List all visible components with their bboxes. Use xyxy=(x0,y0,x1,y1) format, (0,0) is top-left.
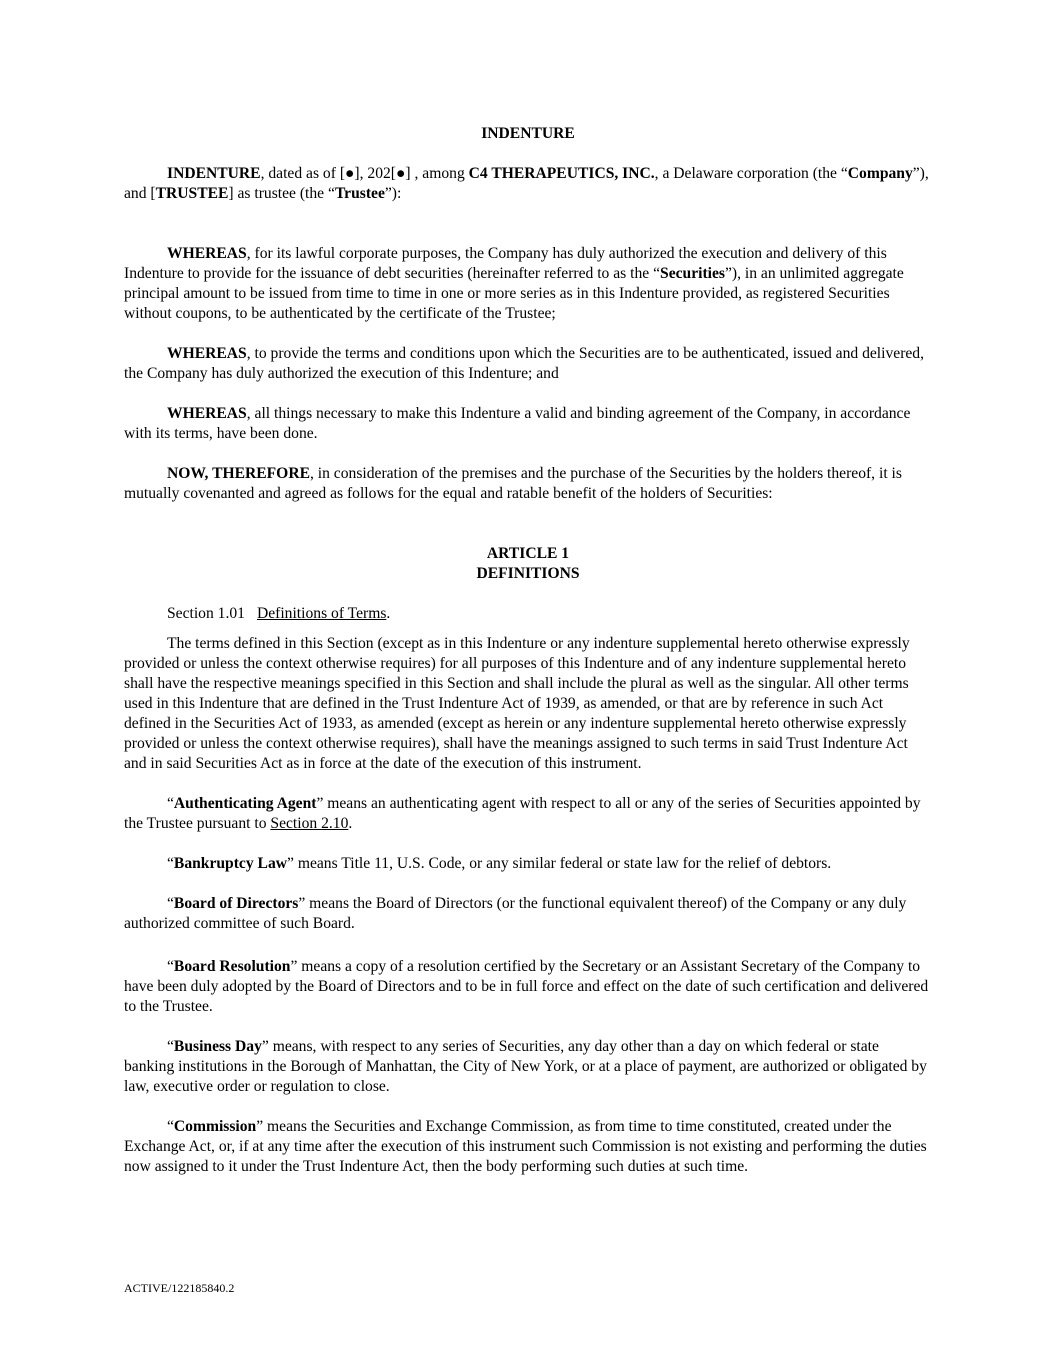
section-title-period: . xyxy=(386,605,391,622)
document-footer-id: ACTIVE/122185840.2 xyxy=(124,1281,235,1295)
document-title: INDENTURE xyxy=(481,125,575,142)
section-heading xyxy=(124,604,932,624)
trustee-term: Trustee xyxy=(334,185,385,202)
definition-text: ” means a copy of a resolution certified by the Secretary or an Assistant Secretary of the Company to have been duly adopted by the Board of Directors and to be in full force and effect on the date of such certification and delivered to the Trustee. xyxy=(124,958,929,1015)
document-body xyxy=(124,124,932,1197)
article-title: DEFINITIONS xyxy=(476,565,580,582)
intro-text-4: ] as trustee (the “ xyxy=(228,185,335,202)
now-therefore-lead: NOW, THEREFORE xyxy=(167,465,310,482)
definition-business-day xyxy=(124,1037,932,1097)
section-body: The terms defined in this Section (except as in this Indenture or any indenture supplemental hereto otherwise expressly provided or unless the context otherwise requires) for all purposes of this Indenture and of any indenture supplemental hereto shall have the respective meanings specified in this Section and shall include the plural as well as the singular. All other terms used in this Indenture that are defined in the Trust Indenture Act of 1939, as amended, or that are by reference in such Act defined in the Securities Act of 1933, as amended (except as herein or any indenture supplemental hereto otherwise expressly provided or unless the context otherwise requires), shall have the meanings assigned to such terms in said Trust Indenture Act and in said Securities Act as in force at the date of the execution of this instrument. xyxy=(124,635,910,772)
section-title: Definitions of Terms xyxy=(256,605,387,622)
now-therefore-text: , in consideration of the premises and the purchase of the Securities by the holders thereof, it is mutually covenanted and agreed as follows for the equal and ratable benefit of the holders of Securities: xyxy=(124,465,902,502)
definition-text-end: . xyxy=(348,815,353,832)
company-term: Company xyxy=(847,165,913,182)
definition-text: ” means an authenticating agent with respect to all or any of the series of Securities appointed by the Trustee pursuant to xyxy=(124,795,921,832)
definition-board-of-directors xyxy=(124,894,932,934)
definition-term: Commission xyxy=(173,1118,257,1135)
open-quote: “ xyxy=(167,795,174,812)
definition-authenticating-agent xyxy=(124,794,932,834)
definition-term: Business Day xyxy=(173,1038,262,1055)
section-reference-link[interactable]: Section 2.10 xyxy=(270,815,349,832)
definition-term: Bankruptcy Law xyxy=(173,855,287,872)
securities-term: Securities xyxy=(660,265,725,282)
open-quote: “ xyxy=(167,958,174,975)
intro-text-2: , a Delaware corporation (the “ xyxy=(654,165,848,182)
intro-paragraph xyxy=(124,164,932,204)
open-quote: “ xyxy=(167,855,174,872)
whereas-lead-1: WHEREAS xyxy=(167,245,247,262)
whereas-lead-3: WHEREAS xyxy=(167,405,247,422)
whereas-paragraph-3 xyxy=(124,404,932,444)
section-number: Section 1.01 xyxy=(167,605,245,622)
trustee-name: TRUSTEE xyxy=(155,185,229,202)
intro-text-5: ”): xyxy=(384,185,402,202)
whereas-lead-2: WHEREAS xyxy=(167,345,247,362)
definition-term: Authenticating Agent xyxy=(173,795,317,812)
open-quote: “ xyxy=(167,895,174,912)
company-name: C4 THERAPEUTICS, INC. xyxy=(468,165,655,182)
definition-commission xyxy=(124,1117,932,1177)
definition-text: ” means Title 11, U.S. Code, or any similar federal or state law for the relief of debtors. xyxy=(287,855,832,872)
definition-board-resolution xyxy=(124,957,932,1017)
definition-term: Board of Directors xyxy=(173,895,299,912)
whereas-paragraph-1 xyxy=(124,244,932,324)
whereas-1-text-1: , for its lawful corporate purposes, the Company has duly authorized the execution and delivery of this Indenture to provide for the issuance of debt securities (hereinafter referred to as the “ xyxy=(124,245,887,282)
definition-text: ” means the Board of Directors (or the functional equivalent thereof) of the Company or any duly authorized committee of such Board. xyxy=(124,895,907,932)
whereas-1-text-2: ”), in an unlimited aggregate principal amount to be issued from time to time in one or more series as in this Indenture provided, as registered Securities without coupons, to be authenticated by the certificate of the Trustee; xyxy=(124,265,904,322)
whereas-3-text: , all things necessary to make this Indenture a valid and binding agreement of the Company, in accordance with its terms, have been done. xyxy=(124,405,911,442)
open-quote: “ xyxy=(167,1118,174,1135)
open-quote: “ xyxy=(167,1038,174,1055)
definition-term: Board Resolution xyxy=(173,958,291,975)
intro-text-3: ”), and [ xyxy=(124,165,929,202)
intro-lead: INDENTURE xyxy=(167,165,261,182)
definition-text: ” means, with respect to any series of Securities, any day other than a day on which federal or state banking institutions in the Borough of Manhattan, the City of New York, or at a place of payment, are authorized or obligated by law, executive order or regulation to close. xyxy=(124,1038,927,1095)
definition-bankruptcy-law xyxy=(124,854,932,874)
intro-text-1: , dated as of [●], 202[●] , among xyxy=(260,165,469,182)
whereas-paragraph-2 xyxy=(124,344,932,384)
whereas-2-text: , to provide the terms and conditions upon which the Securities are to be authenticated, issued and delivered, the Company has duly authorized the execution of this Indenture; and xyxy=(124,345,925,382)
definition-text: ” means the Securities and Exchange Commission, as from time to time constituted, created under the Exchange Act, or, if at any time after the execution of this instrument such Commission is not existing and performing the duties now assigned to it under the Trust Indenture Act, then the body performing such duties at such time. xyxy=(124,1118,927,1175)
article-number: ARTICLE 1 xyxy=(486,545,570,562)
now-therefore-paragraph xyxy=(124,464,932,504)
